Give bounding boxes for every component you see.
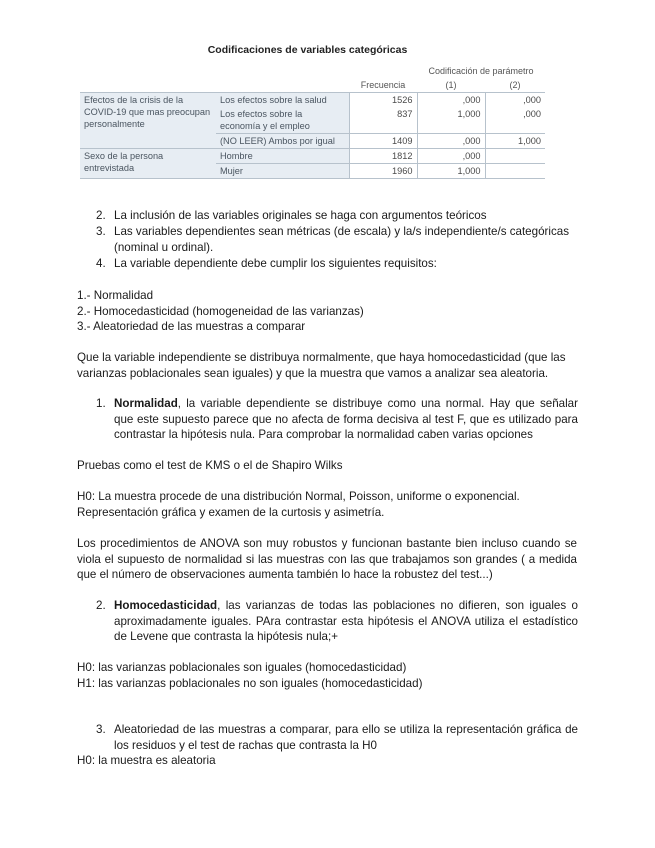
table-row	[80, 149, 545, 164]
anova-paragraph: Los procedimientos de ANOVA son muy robustos y funcionan bastante bien incluso cuando se viola el supuesto de normalidad si las muestras con las que trabajamos son grandes ( a medida que el número de observaciones aumenta también lo hace la robustez del test...)	[77, 537, 577, 582]
list-item-normalidad: 1. Normalidad, la variable dependiente se distribuye como una normal. Hay que señalar que este supuesto parece que no afecta de forma decisiva al test F, que es utilizado para contrastar la hipótesis nula. Para comprobar la normalidad caben varias opciones	[96, 397, 578, 442]
list-item: 4. La variable dependiente debe cumplir los siguientes requisitos:	[96, 257, 437, 270]
value-cell: 1,000	[417, 107, 485, 134]
requirement-1: 1.- Normalidad	[77, 289, 154, 302]
pruebas-paragraph: Pruebas como el test de KMS o el de Shapiro Wilks	[77, 459, 343, 472]
value-cell	[485, 164, 545, 179]
term-homocedasticidad: Homocedasticidad	[114, 599, 218, 612]
table-row	[80, 93, 545, 108]
requirement-2: 2.- Homocedasticidad (homogeneidad de las varianzas)	[77, 305, 364, 318]
freq-cell: 1526	[349, 93, 417, 108]
h1-varianzas: H1: las varianzas poblacionales no son iguales (homocedasticidad)	[77, 677, 423, 690]
row-label: Los efectos sobre la economía y el empleo	[216, 107, 349, 134]
row-label: Hombre	[216, 149, 349, 164]
col-1-header: (1)	[445, 80, 457, 90]
group-label: Sexo de la persona entrevistada	[80, 149, 216, 179]
h0-aleatoria: H0: la muestra es aleatoria	[77, 754, 216, 767]
freq-cell: 837	[349, 107, 417, 134]
freq-cell: 1960	[349, 164, 417, 179]
term-normalidad: Normalidad	[114, 397, 178, 410]
list-item-homocedasticidad: 2. Homocedasticidad, las varianzas de todas las poblaciones no difieren, son iguales o aproximadamente iguales. PAra contrastar esta hipótesis el ANOVA utiliza el estadístico de Levene que contrasta la hipótesis nula;+	[96, 599, 578, 644]
row-label: (NO LEER) Ambos por igual	[216, 134, 349, 149]
row-label: Mujer	[216, 164, 349, 179]
value-cell: ,000	[485, 93, 545, 108]
representacion-paragraph: Representación gráfica y examen de la curtosis y asimetría.	[77, 506, 385, 519]
h0-normal: H0: La muestra procede de una distribución Normal, Poisson, uniforme o exponencial.	[77, 490, 520, 503]
table-header-row	[80, 62, 545, 78]
list-item: 3. Las variables dependientes sean métricas (de escala) y la/s independiente/s categóricas (nominal u ordinal).	[96, 225, 569, 254]
intro-paragraph: Que la variable independiente se distribuya normalmente, que haya homocedasticidad (que las varianzas poblacionales sean iguales) y que la muestra que vamos a analizar sea aleatoria.	[77, 351, 566, 380]
coding-table	[80, 62, 545, 179]
value-cell	[485, 149, 545, 164]
row-label: Los efectos sobre la salud	[216, 93, 349, 108]
h0-varianzas: H0: las varianzas poblacionales son iguales (homocedasticidad)	[77, 661, 407, 674]
value-cell: ,000	[417, 149, 485, 164]
value-cell: 1,000	[417, 164, 485, 179]
value-cell: 1,000	[485, 134, 545, 149]
group-label: Efectos de la crisis de la COVID-19 que mas preocupan personalmente	[80, 93, 216, 149]
table-subheader-row	[80, 78, 545, 93]
freq-header: Frecuencia	[360, 80, 406, 90]
col-2-header: (2)	[509, 80, 521, 90]
param-header: Codificación de parámetro	[428, 66, 534, 76]
value-cell: ,000	[485, 107, 545, 134]
table-title: Codificaciones de variables categóricas	[207, 44, 408, 56]
value-cell: ,000	[417, 93, 485, 108]
list-item-aleatoriedad: 3. Aleatoriedad de las muestras a comparar, para ello se utiliza la representación gráfica de los residuos y el test de rachas que contrasta la H0	[96, 723, 578, 752]
freq-cell: 1409	[349, 134, 417, 149]
requirement-3: 3.- Aleatoriedad de las muestras a comparar	[77, 320, 306, 333]
list-item: 2. La inclusión de las variables originales se haga con argumentos teóricos	[96, 209, 487, 222]
freq-cell: 1812	[349, 149, 417, 164]
value-cell: ,000	[417, 134, 485, 149]
